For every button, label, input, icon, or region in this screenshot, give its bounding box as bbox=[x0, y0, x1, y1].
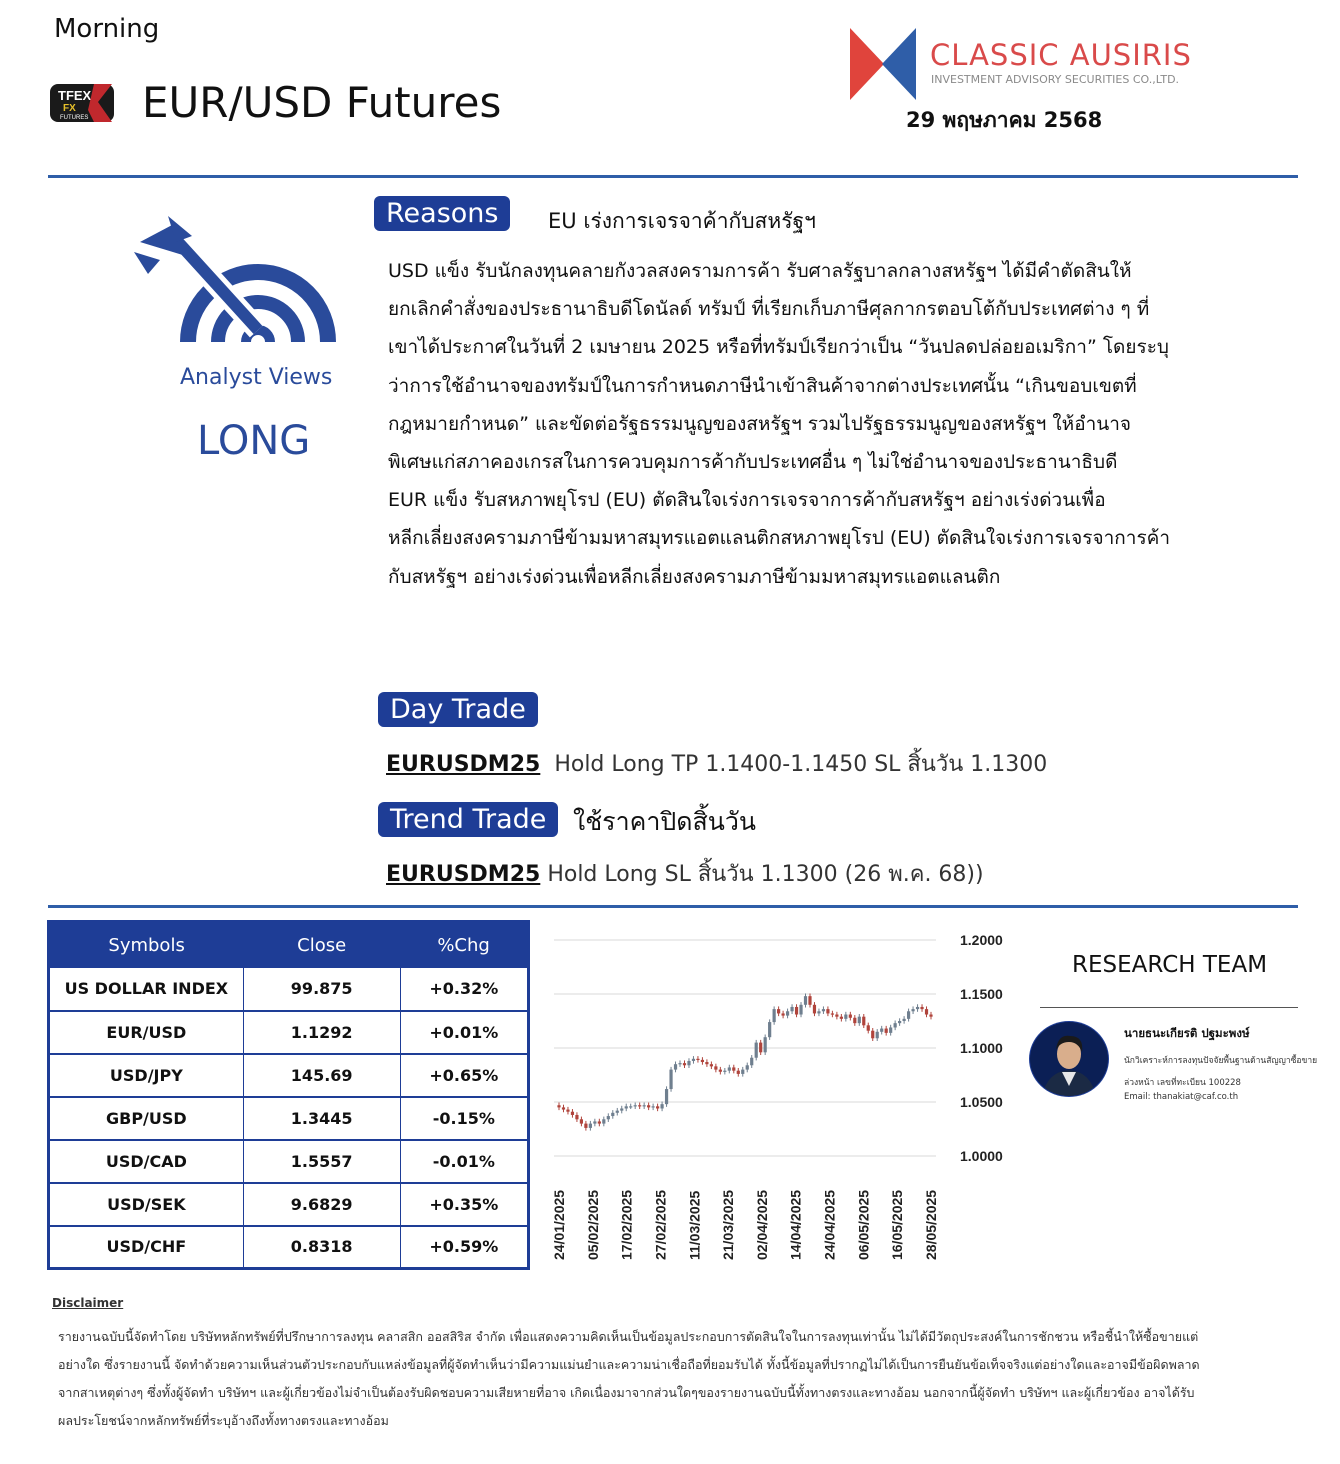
candle-body bbox=[629, 1106, 632, 1107]
candle-body bbox=[719, 1070, 722, 1072]
table-row bbox=[49, 1140, 529, 1183]
svg-text:FUTURES: FUTURES bbox=[60, 115, 89, 121]
candle-body bbox=[746, 1065, 749, 1069]
change-cell: +0.35% bbox=[400, 1183, 528, 1226]
candle-body bbox=[813, 1005, 816, 1014]
candle-body bbox=[575, 1115, 578, 1119]
candle-body bbox=[880, 1029, 883, 1032]
candle-body bbox=[858, 1017, 861, 1023]
tfex-logo bbox=[48, 80, 116, 124]
candle-body bbox=[916, 1007, 919, 1009]
disclaimer-line: อย่างใด ซึ่งรายงานนี้ จัดทำด้วยความเห็นส่วนตัวประกอบกับแหล่งข้อมูลที่ผู้จัดทำเห็นว่ามีความแม่นยำและความน่าเชื่อถือที่ยอมรับได้ ทั้งนี้ข้อมูลที่ปรากฏไม่ได้เป็นการยืนยันข้อเท็จจริงแต่อย่างใดและอาจมีข้อผิดพลาด bbox=[58, 1357, 1200, 1372]
table-row bbox=[49, 1011, 529, 1054]
candle-body bbox=[777, 1009, 780, 1013]
candle-body bbox=[584, 1124, 587, 1128]
close-cell: 99.875 bbox=[243, 968, 400, 1011]
candle-body bbox=[692, 1059, 695, 1061]
symbol-cell: EUR/USD bbox=[49, 1011, 244, 1054]
x-tick-label: 11/03/2025 bbox=[686, 1190, 703, 1260]
reasons-line: เขาได้ประกาศในวันที่ 2 เมษายน 2025 หรือที่ทรัมป์เรียกว่าเป็น “วันปลดปล่อยอเมริกา” โดยระบุ bbox=[388, 336, 1169, 359]
x-tick-label: 27/02/2025 bbox=[652, 1189, 669, 1260]
trend-trade-pill: Trend Trade bbox=[378, 802, 558, 837]
close-cell: 145.69 bbox=[243, 1054, 400, 1097]
candle-body bbox=[894, 1023, 897, 1027]
candle-body bbox=[773, 1009, 776, 1022]
table-header-row bbox=[49, 922, 529, 968]
candle-body bbox=[732, 1067, 735, 1070]
x-tick-label: 14/04/2025 bbox=[787, 1189, 804, 1260]
x-tick-label: 24/01/2025 bbox=[551, 1189, 567, 1260]
x-tick-label: 28/05/2025 bbox=[923, 1189, 939, 1260]
close-cell: 1.1292 bbox=[243, 1011, 400, 1054]
candle-body bbox=[920, 1007, 923, 1009]
candle-body bbox=[867, 1025, 870, 1030]
symbol-cell: USD/SEK bbox=[49, 1183, 244, 1226]
candle-body bbox=[656, 1106, 659, 1108]
candle-body bbox=[620, 1108, 623, 1110]
candle-body bbox=[849, 1015, 852, 1018]
change-cell: +0.32% bbox=[400, 968, 528, 1011]
reasons-line: พิเศษแก่สภาคองเกรสในการควบคุมการค้ากับประเทศอื่น ๆ ไม่ใช่อำนาจของประธานาธิบดี bbox=[388, 451, 1118, 474]
candle-body bbox=[647, 1105, 650, 1107]
reasons-line: ว่าการใช้อำนาจของทรัมป์ในการกำหนดภาษีนำเข้าสินค้าจากต่างประเทศนั้น “เกินขอบเขตที่ bbox=[388, 374, 1137, 397]
candle-body bbox=[786, 1011, 789, 1015]
column-header: %Chg bbox=[400, 922, 528, 968]
candle-body bbox=[817, 1011, 820, 1013]
candle-body bbox=[674, 1064, 677, 1069]
eurusd-price-chart bbox=[540, 928, 1020, 1273]
candle-body bbox=[625, 1106, 628, 1108]
y-tick-label: 1.1500 bbox=[960, 986, 1003, 1002]
x-tick-label: 02/04/2025 bbox=[753, 1189, 770, 1260]
candle-body bbox=[750, 1058, 753, 1066]
x-tick-label: 16/05/2025 bbox=[889, 1189, 906, 1260]
candle-body bbox=[557, 1105, 560, 1107]
symbol-cell: GBP/USD bbox=[49, 1097, 244, 1140]
table-row bbox=[49, 968, 529, 1011]
candle-body bbox=[768, 1022, 771, 1037]
candle-body bbox=[723, 1071, 726, 1072]
candle-body bbox=[607, 1116, 610, 1119]
disclaimer-line: ผลประโยชน์จากหลักทรัพย์ที่ระบุอ้างถึงทั้งทางตรงและทางอ้อม bbox=[58, 1413, 389, 1428]
disclaimer-title: Disclaimer bbox=[52, 1296, 124, 1310]
table-row bbox=[49, 1054, 529, 1097]
change-cell: -0.01% bbox=[400, 1140, 528, 1183]
edition-label: Morning bbox=[54, 14, 160, 44]
candle-body bbox=[593, 1121, 596, 1123]
candle-body bbox=[643, 1105, 646, 1106]
candle-body bbox=[876, 1032, 879, 1038]
y-tick-label: 1.0500 bbox=[960, 1094, 1003, 1110]
x-tick-label: 17/02/2025 bbox=[618, 1189, 635, 1260]
candle-body bbox=[831, 1013, 834, 1014]
candle-body bbox=[925, 1009, 928, 1014]
reasons-line: ยกเลิกคำสั่งของประธานาธิบดีโดนัลด์ ทรัมป์ ที่เรียกเก็บภาษีศุลกากรตอบโต้กับประเทศต่าง ๆ ที่ bbox=[388, 298, 1150, 321]
candle-body bbox=[571, 1112, 574, 1115]
reasons-pill: Reasons bbox=[374, 196, 510, 231]
candle-body bbox=[687, 1061, 690, 1065]
reasons-line: กับสหรัฐฯ อย่างเร่งด่วนเพื่อหลีกเลี่ยงสงครามภาษีข้ามมหาสมุทรแอตแลนติก bbox=[388, 565, 1001, 588]
analyst-views-label: Analyst Views bbox=[180, 365, 333, 390]
candle-body bbox=[898, 1021, 901, 1023]
candle-body bbox=[822, 1009, 825, 1011]
day-trade-pill: Day Trade bbox=[378, 692, 538, 727]
candle-body bbox=[611, 1113, 614, 1116]
candle-body bbox=[862, 1017, 865, 1026]
candle-body bbox=[755, 1043, 758, 1058]
svg-text:FX: FX bbox=[63, 103, 76, 114]
candle-body bbox=[907, 1011, 910, 1019]
change-cell: +0.65% bbox=[400, 1054, 528, 1097]
classic-ausiris-logo bbox=[848, 28, 918, 100]
close-cell: 0.8318 bbox=[243, 1226, 400, 1269]
table-row bbox=[49, 1097, 529, 1140]
candle-body bbox=[652, 1106, 655, 1107]
candle-body bbox=[741, 1070, 744, 1074]
candle-body bbox=[660, 1104, 663, 1108]
candle-body bbox=[705, 1062, 708, 1064]
candle-body bbox=[826, 1009, 829, 1013]
candle-body bbox=[580, 1119, 583, 1123]
trend-trade-recommendation bbox=[386, 856, 984, 891]
candle-body bbox=[696, 1059, 699, 1060]
candle-body bbox=[714, 1066, 717, 1069]
candle-body bbox=[710, 1064, 713, 1066]
candle-body bbox=[835, 1015, 838, 1017]
symbol-cell: USD/JPY bbox=[49, 1054, 244, 1097]
candle-body bbox=[701, 1060, 704, 1062]
candle-body bbox=[566, 1110, 569, 1112]
trend-trade-symbol: EURUSDM25 bbox=[386, 862, 541, 887]
candle-body bbox=[840, 1017, 843, 1019]
candle-body bbox=[598, 1121, 601, 1123]
table-row bbox=[49, 1226, 529, 1269]
target-arrow-icon bbox=[130, 212, 360, 362]
trend-trade-note: ใช้ราคาปิดสิ้นวัน bbox=[573, 807, 756, 836]
section-divider bbox=[48, 905, 1298, 908]
disclaimer-line: จากสาเหตุต่างๆ ซึ่งทั้งผู้จัดทำ บริษัทฯ และผู้เกี่ยวข้องไม่จำเป็นต้องรับผิดชอบความเสียหายที่อาจ เกิดเนื่องมาจากส่วนใดๆของรายงานฉบับนี้ทั้งทางตรงและทางอ้อม นอกจากนี้ผู้จัดทำ บริษัทฯ และผู้เกี่ยวข้อง อาจได้รับ bbox=[58, 1385, 1195, 1400]
day-trade-recommendation bbox=[386, 746, 1047, 781]
day-trade-symbol: EURUSDM25 bbox=[386, 752, 541, 777]
disclaimer-body bbox=[58, 1323, 1288, 1435]
y-tick-label: 1.2000 bbox=[960, 932, 1003, 948]
candle-body bbox=[871, 1031, 874, 1039]
change-cell: +0.59% bbox=[400, 1226, 528, 1269]
candle-body bbox=[728, 1067, 731, 1070]
candle-body bbox=[799, 1005, 802, 1015]
candle-body bbox=[808, 996, 811, 1005]
candle-body bbox=[562, 1107, 565, 1109]
analyst-avatar bbox=[1028, 1020, 1110, 1098]
candle-body bbox=[589, 1124, 592, 1128]
svg-text:TFEX: TFEX bbox=[58, 88, 92, 103]
symbol-cell: USD/CHF bbox=[106, 1237, 187, 1257]
analyst-email[interactable]: Email: thanakiat@caf.co.th bbox=[1124, 1092, 1239, 1102]
candle-body bbox=[929, 1015, 932, 1017]
trend-trade-text: Hold Long SL สิ้นวัน 1.1300 (26 พ.ค. 68)) bbox=[547, 862, 984, 887]
candle-body bbox=[602, 1119, 605, 1123]
y-tick-label: 1.0000 bbox=[960, 1148, 1003, 1164]
x-tick-label: 21/03/2025 bbox=[720, 1189, 737, 1260]
reasons-line: หลีกเลี่ยงสงครามภาษีข้ามมหาสมุทรแอตแลนติกสหภาพยุโรป (EU) ตัดสินใจเร่งการเจรจาการค้า bbox=[388, 527, 1171, 550]
reasons-heading: EU เร่งการเจรจาค้ากับสหรัฐฯ bbox=[548, 209, 816, 233]
candle-body bbox=[781, 1013, 784, 1015]
candle-body bbox=[889, 1027, 892, 1032]
report-title: EUR/USD Futures bbox=[142, 78, 502, 127]
reasons-line: USD แข็ง รับนักลงทุนคลายกังวลสงครามการค้า รับศาลรัฐบาลกลางสหรัฐฯ ได้มีคำตัดสินให้ bbox=[388, 260, 1132, 282]
candle-body bbox=[853, 1018, 856, 1023]
candle-body bbox=[885, 1029, 888, 1033]
brand-name: CLASSIC AUSIRIS bbox=[930, 38, 1192, 72]
research-team-divider bbox=[1040, 1007, 1298, 1008]
candle-body bbox=[903, 1019, 906, 1021]
reasons-line: กฎหมายกำหนด” และขัดต่อรัฐธรรมนูญของสหรัฐฯ รวมไปรัฐธรรมนูญของสหรัฐฯ ให้อำนาจ bbox=[388, 412, 1132, 435]
section-divider bbox=[48, 175, 1298, 178]
candle-body bbox=[634, 1105, 637, 1106]
analyst-name: นายธนะเกียรติ ปฐมะพงษ์ bbox=[1124, 1026, 1250, 1040]
candle-body bbox=[669, 1070, 672, 1089]
symbol-cell: US DOLLAR INDEX bbox=[49, 968, 244, 1011]
candle-body bbox=[616, 1111, 619, 1113]
change-cell: -0.15% bbox=[400, 1097, 528, 1140]
day-trade-text: Hold Long TP 1.1400-1.1450 SL สิ้นวัน 1.1300 bbox=[554, 752, 1048, 777]
disclaimer-line: รายงานฉบับนี้จัดทำโดย บริษัทหลักทรัพย์ที่ปรึกษาการลงทุน คลาสสิก ออสสิริส จำกัด เพื่อแสดงความคิดเห็นเป็นข้อมูลประกอบการตัดสินใจในการลงทุนเท่านั้น ไม่ได้มีวัตถุประสงค์ในการชักชวน หรือชี้นำให้ซื้อขายแต่ bbox=[58, 1329, 1199, 1344]
change-cell: +0.01% bbox=[400, 1011, 528, 1054]
reasons-body bbox=[388, 252, 1313, 596]
candle-body bbox=[764, 1037, 767, 1052]
candle-body bbox=[804, 996, 807, 1005]
candle-body bbox=[795, 1007, 798, 1015]
x-tick-label: 05/02/2025 bbox=[584, 1189, 601, 1260]
x-tick-label: 06/05/2025 bbox=[855, 1189, 872, 1260]
y-tick-label: 1.1000 bbox=[960, 1040, 1003, 1056]
candle-body bbox=[911, 1009, 914, 1011]
candle-body bbox=[759, 1043, 762, 1053]
candle-body bbox=[737, 1071, 740, 1074]
reasons-line: EUR แข็ง รับสหภาพยุโรป (EU) ตัดสินใจเร่งการเจรจาการค้ากับสหรัฐฯ อย่างเร่งด่วนเพื่อ bbox=[388, 489, 1106, 512]
candle-body bbox=[790, 1007, 793, 1011]
column-header: Symbols bbox=[49, 922, 244, 968]
brand-subtitle: INVESTMENT ADVISORY SECURITIES CO.,LTD. bbox=[931, 73, 1180, 86]
stance-long: LONG bbox=[197, 418, 311, 464]
candle-body bbox=[844, 1015, 847, 1019]
close-cell: 1.3445 bbox=[243, 1097, 400, 1140]
close-cell: 1.5557 bbox=[243, 1140, 400, 1183]
close-cell: 9.6829 bbox=[243, 1183, 400, 1226]
report-date: 29 พฤษภาคม 2568 bbox=[906, 108, 1103, 132]
research-team-title: RESEARCH TEAM bbox=[1072, 952, 1268, 978]
column-header: Close bbox=[243, 922, 400, 968]
candle-body bbox=[678, 1063, 681, 1064]
symbol-cell: USD/CAD bbox=[49, 1140, 244, 1183]
candle-body bbox=[638, 1105, 641, 1106]
fx-quote-table bbox=[47, 920, 530, 1270]
analyst-role: นักวิเคราะห์การลงทุนปัจจัยพื้นฐานด้านสัญญาซื้อขายล่วงหน้า เลขที่ทะเบียน 100228 bbox=[1124, 1056, 1318, 1088]
candle-body bbox=[665, 1089, 668, 1104]
x-tick-label: 24/04/2025 bbox=[821, 1189, 838, 1260]
candle-body bbox=[683, 1063, 686, 1065]
table-row bbox=[49, 1183, 529, 1226]
